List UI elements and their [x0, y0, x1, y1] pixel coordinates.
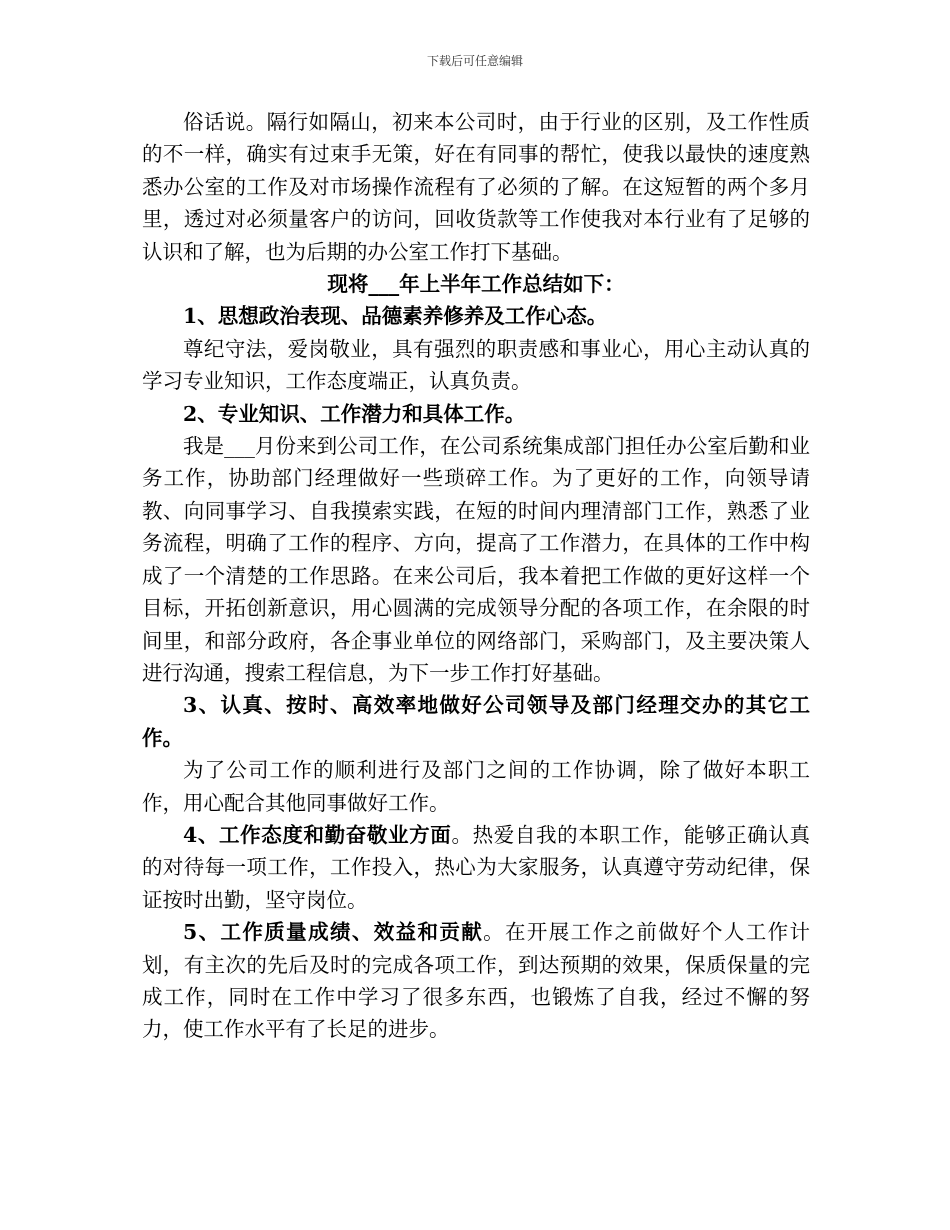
section-1-heading: 1、思想政治表现、品德素养修养及工作心态。	[183, 304, 608, 329]
section-5-body: 。在开展工作之前做好个人工作计划，有主次的先后及时的完成各项工作，到达预期的效果，保质保量的完成工作，同时在工作中学习了很多东西，也锻炼了自我，经过不懈的努力，使工作水平有了长足的进步。	[142, 920, 811, 1042]
section-4-paragraph	[142, 819, 810, 916]
summary-title: 现将___年上半年工作总结如下：	[327, 272, 625, 297]
section-3-heading: 3、认真、按时、高效率地做好公司领导及部门经理交办的其它工作。	[142, 693, 810, 750]
section-4-heading: 4、工作态度和勤奋敬业方面	[183, 822, 452, 847]
document-body	[142, 106, 810, 1046]
intro-paragraph: 俗话说。隔行如隔山，初来本公司时，由于行业的区别，及工作性质的不一样，确实有过束手无策，好在有同事的帮忙，使我以最快的速度熟悉办公室的工作及对市场操作流程有了必须的了解。在这短暂的两个多月里，透过对必须量客户的访问，回收货款等工作使我对本行业有了足够的认识和了解，也为后期的办公室工作打下基础。	[142, 110, 810, 264]
section-2-heading: 2、专业知识、工作潜力和具体工作。	[183, 401, 526, 426]
section-1-body: 尊纪守法，爱岗敬业，具有强烈的职责感和事业心，用心主动认真的学习专业知识，工作态度端正，认真负责。	[142, 336, 810, 394]
section-2-body: 我是___月份来到公司工作，在公司系统集成部门担任办公室后勤和业务工作，协助部门经理做好一些琐碎工作。为了更好的工作，向领导请教、向同事学习、自我摸索实践，在短的时间内理清部门工作，熟悉了业务流程，明确了工作的程序、方向，提高了工作潜力，在具体的工作中构成了一个清楚的工作思路。在来公司后，我本着把工作做的更好这样一个目标，开拓创新意识，用心圆满的完成领导分配的各项工作，在余限的时间里，和部分政府，各企事业单位的网络部门，采购部门，及主要决策人进行沟通，搜索工程信息，为下一步工作打好基础。	[142, 434, 810, 685]
section-3-body: 为了公司工作的顺利进行及部门之间的工作协调，除了做好本职工作，用心配合其他同事做好工作。	[142, 758, 810, 815]
section-4-body: 。热爱自我的本职工作，能够正确认真的对待每一项工作，工作投入，热心为大家服务，认真遵守劳动纪律，保证按时出勤，坚守岗位。	[142, 822, 810, 912]
section-5-heading: 5、工作质量成绩、效益和贡献	[183, 920, 484, 945]
header-note: 下载后可任意编辑	[426, 54, 523, 68]
section-5-paragraph	[142, 916, 810, 1046]
